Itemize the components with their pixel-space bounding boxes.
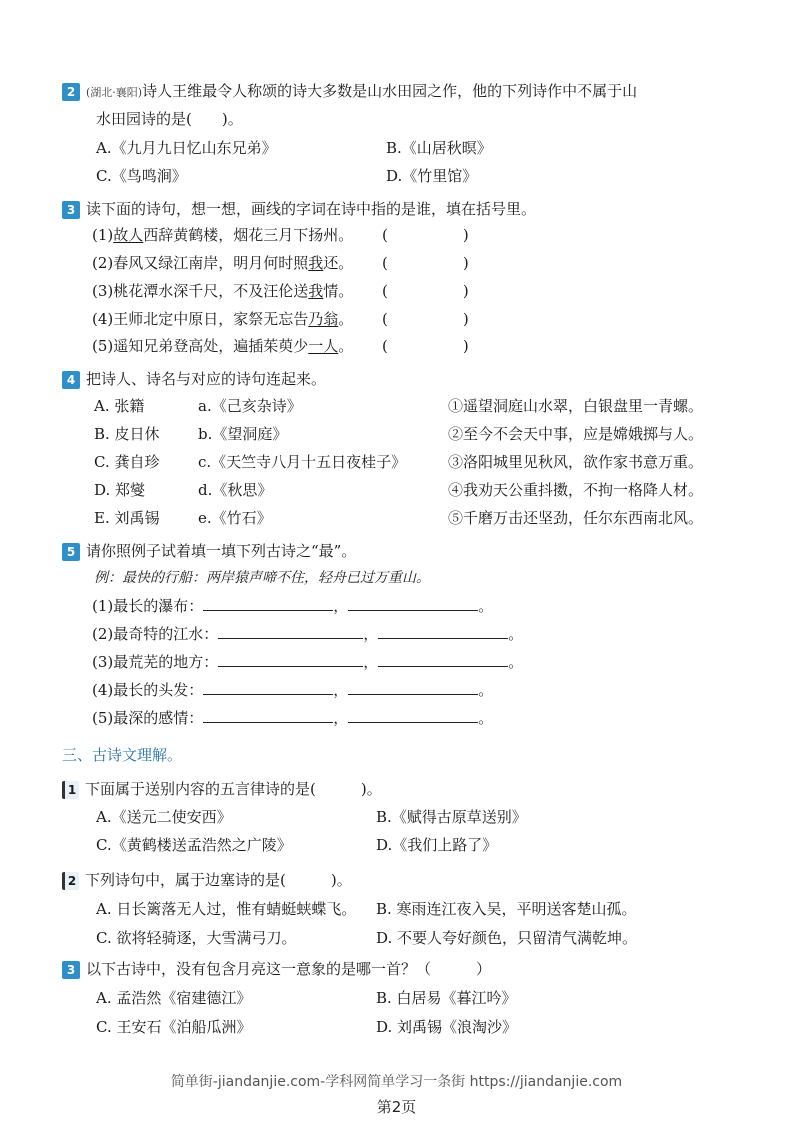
watermark-footer: 简单街-jiandanjie.com-学科网简单学习一条街 https://jiandanjie.com <box>170 1074 623 1090</box>
question-number-badge: 3 <box>62 201 80 219</box>
option-d: D.《我们上路了》 <box>376 836 498 854</box>
question-2-stem-line1: 诗人王维最令人称颂的诗大多数是山水田园之作，他的下列诗作中不属于山 <box>142 82 638 100</box>
title-item: e.《竹石》 <box>198 509 272 527</box>
q3-item-2 <box>92 253 353 273</box>
section-question-2-stem: 下列诗句中，属于边塞诗的是( )。 <box>85 871 352 889</box>
option-c: C. 王安石《泊船瓜洲》 <box>96 1018 252 1036</box>
period: 。 <box>508 625 524 643</box>
line-item: ③洛阳城里见秋风，欲作家书意万重。 <box>448 453 704 471</box>
section-question-3-stem: 以下古诗中，没有包含月亮这一意象的是哪一首？（ ） <box>86 960 492 978</box>
option-c: C.《鸟鸣涧》 <box>96 167 187 185</box>
question-number-badge: 5 <box>62 543 80 561</box>
option-a: A. 日长篱落无人过，惟有蜻蜓蛱蝶飞。 <box>96 900 357 918</box>
q3-item-text: 。 <box>338 310 354 328</box>
question-5-stem: 请你照例子试着填一填下列古诗之“最”。 <box>86 542 357 560</box>
underlined-word: 乃翁 <box>308 310 339 328</box>
fill-blank[interactable] <box>203 680 333 695</box>
q3-item-1 <box>92 225 353 245</box>
period: 。 <box>508 653 524 671</box>
q3-item-3 <box>92 281 353 301</box>
option-b: B.《山居秋暝》 <box>386 139 492 157</box>
option-d: D. 刘禹锡《浪淘沙》 <box>376 1018 518 1036</box>
fill-label: (3)最荒芜的地方： <box>92 653 219 671</box>
section-heading: 三、古诗文理解。 <box>62 746 183 764</box>
q3-item-text: (5)遥知兄弟登高处，遍插茱萸少 <box>92 337 309 355</box>
poet-item: D. 郑燮 <box>94 481 146 499</box>
comma: ， <box>333 597 349 615</box>
answer-paren: ( ) <box>382 337 469 355</box>
question-number-badge: 1 <box>62 781 79 799</box>
fill-blank[interactable] <box>348 680 478 695</box>
fill-label: (2)最奇特的江水： <box>92 625 219 643</box>
q3-item-4 <box>92 309 353 329</box>
question-3-header <box>62 198 536 219</box>
answer-paren: ( ) <box>382 282 469 300</box>
title-item: b.《望洞庭》 <box>198 425 288 443</box>
poet-item: A. 张籍 <box>94 397 145 415</box>
fill-item-4 <box>92 680 493 700</box>
q3-item-text: 情。 <box>323 282 354 300</box>
comma: ， <box>333 681 349 699</box>
title-item: c.《天竺寺八月十五日夜桂子》 <box>198 453 407 471</box>
line-item: ①遥望洞庭山水翠，白银盘里一青螺。 <box>448 397 704 415</box>
section-question-3-header <box>62 958 491 979</box>
comma: ， <box>363 625 379 643</box>
option-d: D.《竹里馆》 <box>386 167 478 185</box>
option-c: C. 欲将轻骑逐，大雪满弓刀。 <box>96 929 297 947</box>
section-question-2-header <box>62 869 352 890</box>
poet-item: B. 皮日休 <box>94 425 160 443</box>
fill-label: (5)最深的感情： <box>92 709 204 727</box>
question-4-header <box>62 368 326 389</box>
q3-item-text: 西辞黄鹤楼，烟花三月下扬州。 <box>143 226 354 244</box>
q3-item-text: 。 <box>338 337 354 355</box>
example-line: 例：最快的行船：两岸猿声啼不住，轻舟已过万重山。 <box>94 570 430 586</box>
q3-item-text: 还。 <box>323 254 354 272</box>
fill-label: (4)最长的头发： <box>92 681 204 699</box>
fill-label: (1)最长的瀑布： <box>92 597 204 615</box>
underlined-word: 一人 <box>308 337 339 355</box>
page-number: 第2页 <box>376 1098 417 1116</box>
comma: ， <box>363 653 379 671</box>
fill-item-1 <box>92 596 493 616</box>
title-item: d.《秋思》 <box>198 481 273 499</box>
fill-blank[interactable] <box>378 652 508 667</box>
underlined-word: 我 <box>308 282 324 300</box>
answer-paren: ( ) <box>382 226 469 244</box>
question-5-header <box>62 540 356 561</box>
q3-item-text: (4)王师北定中原日，家祭无忘告 <box>92 310 309 328</box>
question-number-badge: 2 <box>62 83 80 101</box>
q3-item-text: (1) <box>92 226 114 244</box>
fill-blank[interactable] <box>348 708 478 723</box>
period: 。 <box>478 597 494 615</box>
fill-item-5 <box>92 708 493 728</box>
fill-blank[interactable] <box>218 652 363 667</box>
question-number-badge: 2 <box>62 872 79 890</box>
poet-item: E. 刘禹锡 <box>94 509 160 527</box>
fill-blank[interactable] <box>348 596 478 611</box>
q3-item-5 <box>92 336 353 356</box>
poet-item: C. 龚自珍 <box>94 453 160 471</box>
option-b: B. 寒雨连江夜入吴，平明送客楚山孤。 <box>376 900 637 918</box>
q3-item-text: (3)桃花潭水深千尺，不及汪伦送 <box>92 282 309 300</box>
question-4-stem: 把诗人、诗名与对应的诗句连起来。 <box>86 370 327 388</box>
option-d: D. 不要人夸好颜色，只留清气满乾坤。 <box>376 929 638 947</box>
question-number-badge: 3 <box>62 961 80 979</box>
fill-item-2 <box>92 624 523 644</box>
fill-blank[interactable] <box>218 624 363 639</box>
option-a: A.《送元二使安西》 <box>96 808 232 826</box>
fill-item-3 <box>92 652 523 672</box>
line-item: ⑤千磨万击还坚劲，任尔东西南北风。 <box>448 509 704 527</box>
fill-blank[interactable] <box>378 624 508 639</box>
answer-paren: ( ) <box>382 254 469 272</box>
question-number-badge: 4 <box>62 371 80 389</box>
option-b: B.《赋得古原草送别》 <box>376 808 527 826</box>
question-3-stem: 读下面的诗句，想一想，画线的字词在诗中指的是谁，填在括号里。 <box>86 200 537 218</box>
option-a: A.《九月九日忆山东兄弟》 <box>96 139 277 157</box>
period: 。 <box>478 681 494 699</box>
question-source: (湖北·襄阳) <box>86 86 143 99</box>
fill-blank[interactable] <box>203 596 333 611</box>
option-b: B. 白居易《暮江吟》 <box>376 989 517 1007</box>
period: 。 <box>478 709 494 727</box>
line-item: ④我劝天公重抖擞，不拘一格降人材。 <box>448 481 704 499</box>
underlined-word: 故人 <box>113 226 144 244</box>
question-2-header <box>62 80 637 101</box>
answer-paren: ( ) <box>382 310 469 328</box>
q3-item-text: (2)春风又绿江南岸，明月何时照 <box>92 254 309 272</box>
line-item: ②至今不会天中事，应是嫦娥掷与人。 <box>448 425 704 443</box>
option-a: A. 孟浩然《宿建德江》 <box>96 989 252 1007</box>
underlined-word: 我 <box>308 254 324 272</box>
fill-blank[interactable] <box>203 708 333 723</box>
comma: ， <box>333 709 349 727</box>
option-c: C.《黄鹤楼送孟浩然之广陵》 <box>96 836 292 854</box>
section-question-1-header <box>62 778 382 799</box>
title-item: a.《己亥杂诗》 <box>198 397 302 415</box>
question-2-stem-line2: 水田园诗的是( )。 <box>96 110 243 128</box>
section-question-1-stem: 下面属于送别内容的五言律诗的是( )。 <box>85 780 382 798</box>
